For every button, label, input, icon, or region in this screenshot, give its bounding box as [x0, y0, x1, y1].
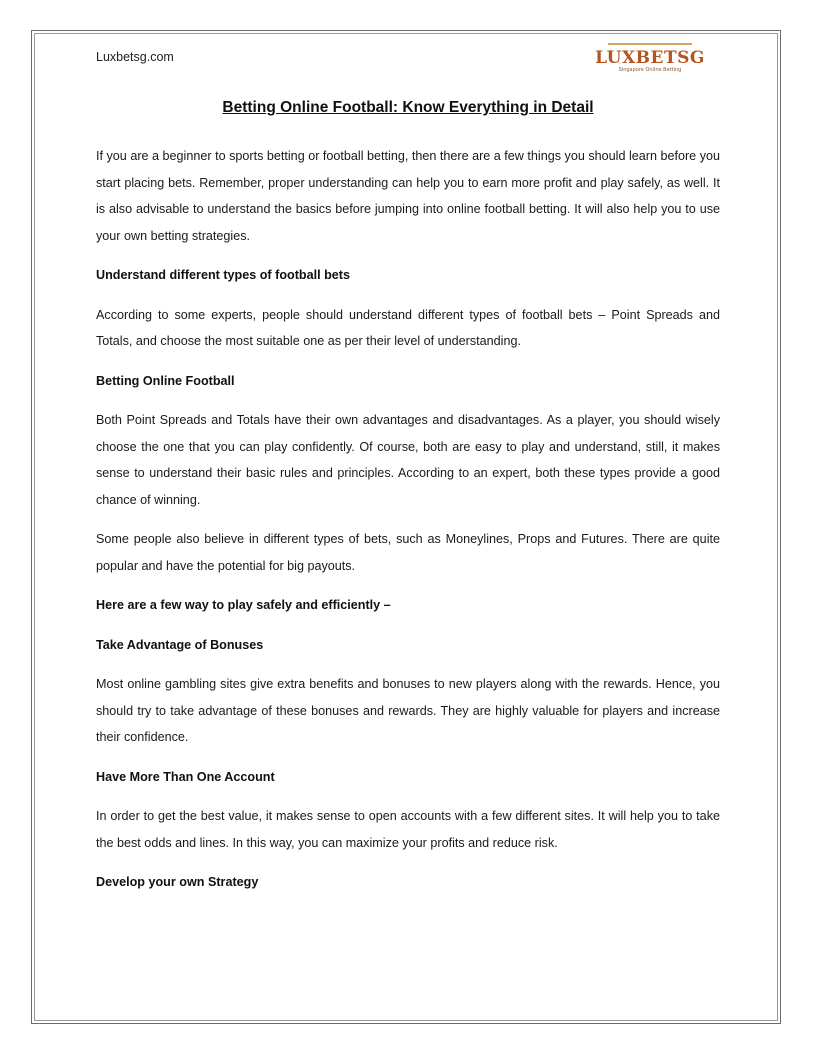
body-paragraph: In order to get the best value, it makes sense to open accounts with a few different sites. It will help you to take the best odds and lines. In this way, you can maximize your profits and reduce risk. — [96, 809, 720, 850]
block-spacer — [96, 249, 720, 262]
logo-wordmark: LUXBETSG — [595, 48, 705, 68]
document-title: Betting Online Football: Know Everything in Detail — [222, 99, 594, 116]
section-heading: Take Advantage of Bonuses — [96, 637, 264, 652]
block-spacer — [96, 289, 720, 302]
body-paragraph: If you are a beginner to sports betting or football betting, then there are a few things you should learn before you start placing bets. Remember, proper understanding can help you to earn more profit and play safely, as well. It is also advisable to understand the basics before jumping into online football betting. It will also help you to use your own betting strategies. — [96, 149, 720, 243]
block-spacer — [96, 619, 720, 632]
block-spacer — [96, 856, 720, 869]
section-heading: Betting Online Football — [96, 373, 235, 388]
body-paragraph: Some people also believe in different types of bets, such as Moneylines, Props and Futures. There are quite popular and have the potential for big payouts. — [96, 532, 720, 573]
section-heading: Develop your own Strategy — [96, 875, 259, 889]
header-site-name: Luxbetsg.com — [96, 50, 174, 64]
section-heading: Have More Than One Account — [96, 769, 275, 784]
block-spacer — [96, 751, 720, 764]
section-heading: Understand different types of football bets — [96, 268, 350, 282]
body-paragraph: According to some experts, people should understand different types of football bets – Point Spreads and Totals, and choose the most suitable one as per their level of understanding. — [96, 307, 720, 348]
block-spacer — [96, 394, 720, 407]
body-paragraph: Both Point Spreads and Totals have their own advantages and disadvantages. As a player, you should wisely choose the one that you can play confidently. Of course, both are easy to play and understand, still, it makes sense to understand their basic rules and principles. According to an expert, both these types provide a good chance of winning. — [96, 413, 720, 507]
block-spacer — [96, 355, 720, 368]
luxbetsg-logo — [595, 40, 705, 74]
section-heading: Here are a few way to play safely and efficiently – — [96, 598, 391, 612]
block-spacer — [96, 658, 720, 671]
logo-top-rule — [608, 43, 692, 45]
block-spacer — [96, 513, 720, 526]
logo-tagline: Singapore Online Betting — [618, 67, 682, 73]
body-paragraph: Most online gambling sites give extra benefits and bonuses to new players along with the rewards. Hence, you should try to take advantage of these bonuses and rewards. They are highly valuable for players and increase their confidence. — [96, 677, 720, 744]
block-spacer — [96, 790, 720, 803]
block-spacer — [96, 579, 720, 592]
document-body — [96, 143, 720, 896]
